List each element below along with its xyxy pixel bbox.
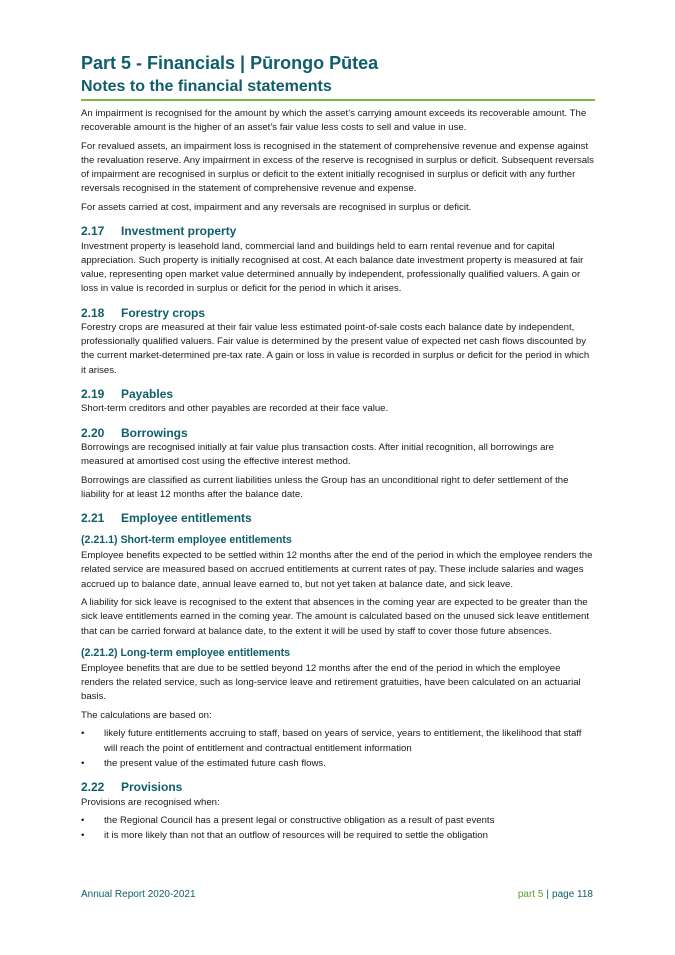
bullet-icon: • [81,815,85,827]
notes-title: Notes to the financial statements [81,77,595,101]
borrowings-paragraph-2: Borrowings are classified as current liabilities unless the Group has an unconditional right to defer settlement of the liability for at least 12 months after the balance date. [81,474,569,501]
section-number: 2.19 [81,386,105,401]
payables-paragraph: Short-term creditors and other payables are recorded at their face value. [81,403,389,415]
heading-provisions [81,780,595,795]
section-number: 2.17 [81,224,105,239]
section-title: Provisions [121,780,183,795]
short-term-paragraph-1: Employee benefits expected to be settled within 12 months after the end of the period in which the employee renders the related service are measured based on accrued entitlements at current rates of pay. These include salaries and wages accrued up to balance date, annual leave earned to, but not yet taken at balance date, and sick leave. [81,550,593,590]
subheading-long-term: (2.21.2) Long-term employee entitlements [81,646,290,659]
intro-paragraph-2: For revalued assets, an impairment loss is recognised in the statement of comprehensive revenue and expense against the revaluation reserve. Any impairment in excess of the reserve is recognised in surplus or deficit. Subsequent reversals of impairment are recognised in surplus or deficit to the extent initially recognised in surplus or deficit with any further reversals recognised in the statement of comprehensive revenue and expense. [81,140,594,195]
page-footer [81,888,593,902]
bullet-icon: • [81,728,85,740]
list-item-text: it is more likely than not that an outflow of resources will be required to settle the obligation [104,830,488,842]
list-item [81,814,595,828]
bullet-icon: • [81,757,85,769]
subheading-short-term: (2.21.1) Short-term employee entitlements [81,534,292,547]
footer-page-number: page 118 [552,889,593,900]
heading-investment-property [81,224,595,239]
list-item [81,829,595,843]
footer-part: part 5 [517,889,544,900]
page-content [81,52,595,848]
section-number: 2.18 [81,305,105,320]
list-item-text: likely future entitlements accruing to staff, based on years of service, years to entitlement, the likelihood that staff will reach the point of entitlement and contractual entitlement information [104,728,582,754]
footer-separator: | [546,889,550,900]
heading-forestry-crops [81,306,595,321]
section-title: Employee entitlements [121,511,252,526]
section-title: Borrowings [121,425,188,440]
footer-report-title: Annual Report 2020-2021 [81,889,196,900]
bullet-icon: • [81,830,85,842]
section-number: 2.20 [81,425,105,440]
list-item [81,727,595,755]
list-item [81,757,595,771]
investment-property-paragraph: Investment property is leasehold land, commercial land and buildings held to earn rental revenue and for capital appreciation. Such property is initially recognised at cost. At each balance date investment property is measured at fair value, representing open market value determined annually by independent, professionally qualified valuers. A gain or loss in value is recorded in surplus or deficit for the period in which it arises. [81,240,584,295]
forestry-crops-paragraph: Forestry crops are measured at their fair value less estimated point-of-sale costs each balance date by independent, professionally qualified valuers. Fair value is determined by the present value of expected net cash flows discounted by the current market-determined pre-tax rate. A gain or loss in value is recorded in surplus or deficit for the period in which it arises. [81,322,590,376]
long-term-paragraph-1: Employee benefits that are due to be settled beyond 12 months after the end of the period in which the employee renders the related service, such as long-service leave and retirement gratuities, have been calculated on an actuarial basis. [81,662,581,703]
calculations-list [81,727,595,771]
list-item-text: the present value of the estimated future cash flows. [104,757,326,769]
intro-paragraph-1: An impairment is recognised for the amount by which the asset’s carrying amount exceeds its recoverable amount. The recoverable amount is the higher of an asset’s fair value less costs to sell and value in use. [81,108,587,134]
list-item-text: the Regional Council has a present legal or constructive obligation as a result of past events [104,815,495,827]
section-number: 2.22 [81,780,105,795]
heading-payables [81,387,595,402]
section-title: Payables [121,386,174,401]
section-title: Investment property [121,224,237,239]
short-term-paragraph-2: A liability for sick leave is recognised to the extent that absences in the coming year are expected to be greater than the sick leave entitlements earned in the coming year. The amount is calculated based on the unused sick leave entitlement that can be carried forward at balance date, to the extent it will be used by staff to cover those future absences. [81,597,590,637]
provisions-paragraph: Provisions are recognised when: [81,796,220,808]
section-title: Forestry crops [121,305,206,320]
part-title: Part 5 - Financials | Pūrongo Pūtea [81,53,379,73]
heading-employee-entitlements [81,511,595,526]
heading-borrowings [81,426,595,441]
section-number: 2.21 [81,511,105,526]
intro-paragraph-3: For assets carried at cost, impairment and any reversals are recognised in surplus or deficit. [81,202,472,213]
provisions-list [81,814,595,843]
borrowings-paragraph-1: Borrowings are recognised initially at fair value plus transaction costs. After initial recognition, all borrowings are measured at amortised cost using the effective interest method. [81,442,554,468]
footer-page-info [518,888,593,902]
long-term-paragraph-2: The calculations are based on: [81,709,212,721]
